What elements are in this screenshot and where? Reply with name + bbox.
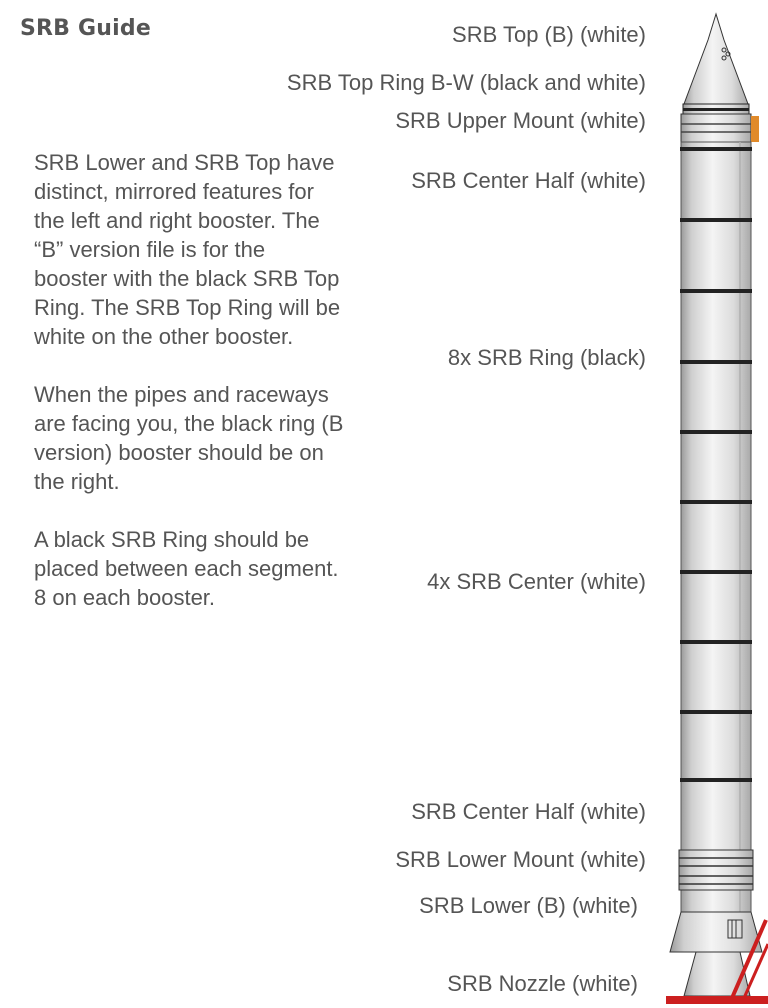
label-srb-rings: 8x SRB Ring (black): [447, 345, 646, 370]
label-srb-centers: 4x SRB Center (white): [427, 569, 646, 594]
note-rings: A black SRB Ring should be placed between each segment. 8 on each booster.: [34, 527, 339, 610]
label-srb-top-ring: SRB Top Ring B-W (black and white): [286, 70, 646, 95]
label-srb-center-half-upper: SRB Center Half (white): [411, 168, 646, 193]
label-srb-top: SRB Top (B) (white): [452, 22, 646, 47]
srb-ring: [680, 570, 752, 574]
srb-ring: [680, 640, 752, 644]
srb-ring: [680, 360, 752, 364]
srb-ring: [680, 147, 752, 151]
label-srb-nozzle: SRB Nozzle (white): [447, 971, 638, 996]
srb-ring: [680, 778, 752, 782]
srb-top-cone: [684, 14, 748, 104]
note-orientation: When the pipes and raceways are facing you, the black ring (B version) booster should be on the right.: [34, 382, 344, 494]
assembly-notes: [34, 148, 344, 641]
label-srb-lower-mount: SRB Lower Mount (white): [395, 847, 646, 872]
srb-nozzle: [684, 952, 750, 996]
srb-ring: [680, 289, 752, 293]
srb-ring: [680, 218, 752, 222]
page-title: SRB Guide: [20, 16, 151, 41]
srb-ring: [680, 430, 752, 434]
srb-upper-mount: [681, 114, 751, 142]
srb-red-base: [666, 996, 768, 1004]
srb-ring: [680, 500, 752, 504]
srb-upper-mount-orange-fitting: [751, 116, 759, 142]
label-srb-upper-mount: SRB Upper Mount (white): [395, 108, 646, 133]
srb-top-ring-band: [683, 108, 749, 111]
srb-ring: [680, 710, 752, 714]
srb-booster-illustration: [664, 0, 768, 1008]
srb-lower-skirt: [670, 912, 762, 952]
label-srb-center-half-lower: SRB Center Half (white): [411, 799, 646, 824]
label-srb-lower: SRB Lower (B) (white): [419, 893, 638, 918]
note-mirrored-features: SRB Lower and SRB Top have distinct, mirrored features for the left and right booster. The “B” version file is for the booster with the black SRB Top Ring. The SRB Top Ring will be white on the other booster.: [34, 150, 341, 349]
